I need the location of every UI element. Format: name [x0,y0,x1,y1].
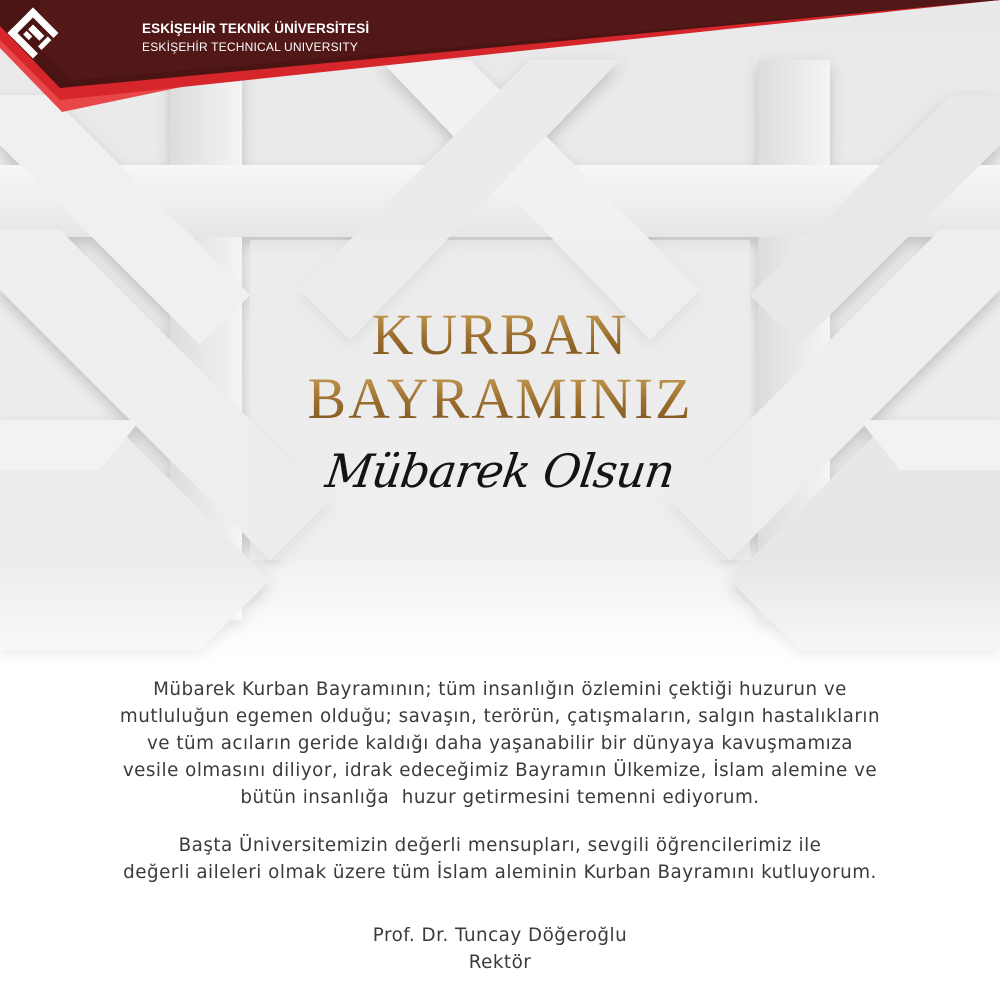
title-kurban: KURBAN [0,306,1000,364]
message-line: Başta Üniversitemizin değerli mensupları, sevgili öğrencilerimiz ile [178,835,822,856]
header-bands [0,0,1000,115]
message-line: mutluluğun egemen olduğu; savaşın, terörün, çatışmaların, salgın hastalıkların [119,706,881,727]
signature-name: Prof. Dr. Tuncay Döğeroğlu [372,925,628,946]
message-line: değerli aileleri olmak üzere tüm İslam aleminin Kurban Bayramını kutluyorum. [123,862,877,883]
university-name-tr: ESKİŞEHİR TEKNİK ÜNİVERSİTESİ [142,21,370,36]
title-bayraminiz: BAYRAMINIZ [0,370,1000,428]
university-name-en: ESKİŞEHİR TECHNICAL UNIVERSITY [142,40,359,54]
message-paragraph-1 [40,676,960,811]
message-paragraph-2 [40,832,960,886]
message-line: Mübarek Kurban Bayramının; tüm insanlığın özlemini çektiği huzurun ve [153,679,847,700]
subtitle-mubarek-olsun: Mübarek Olsun [322,444,678,498]
message-line: ve tüm acıların geride kaldığı daha yaşanabilir bir dünyaya kavuşmamıza [146,733,854,754]
message-line: vesile olmasını diliyor, idrak edeceğimiz Bayramın Ülkemize, İslam alemine ve [122,760,878,781]
header-banner [0,0,1000,115]
message-line: bütün insanlığa huzur getirmesini temenni ediyorum. [240,787,760,808]
estu-logo-icon[interactable] [0,0,66,66]
signature-role: Rektör [468,952,532,973]
signature-block [0,922,1000,976]
